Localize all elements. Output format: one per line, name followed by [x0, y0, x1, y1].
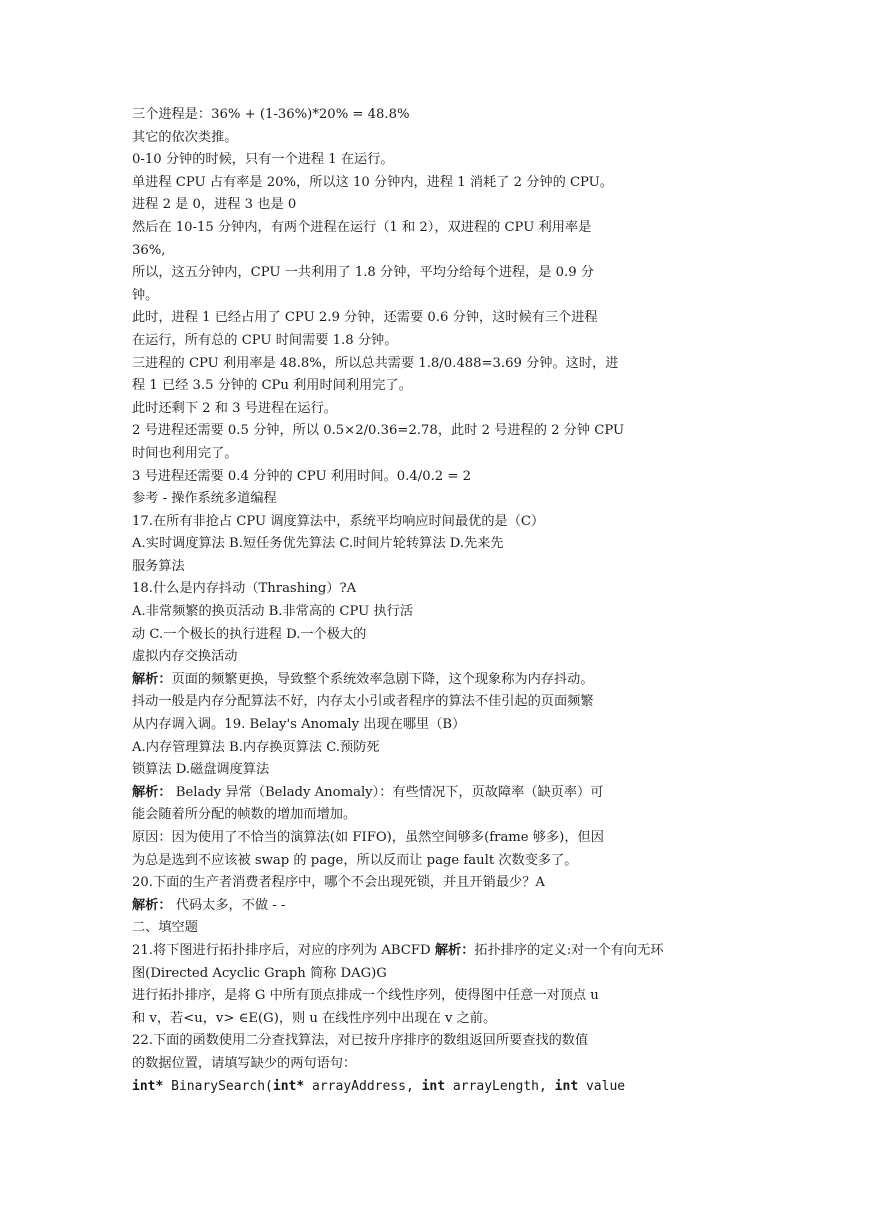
- line-text: A.内存管理算法 B.内存换页算法 C.预防死: [132, 739, 380, 755]
- document-body: [132, 104, 752, 1098]
- text-line: [132, 669, 752, 692]
- line-text: 抖动一般是内存分配算法不好，内存太小引或者程序的算法不佳引起的页面频繁: [132, 694, 594, 710]
- line-text: 的数据位置，请填写缺少的两句语句：: [132, 1055, 357, 1071]
- text-line: [132, 217, 752, 240]
- text-line: [132, 691, 752, 714]
- text-line: [132, 104, 752, 127]
- line-text: 然后在 10-15 分钟内，有两个进程在运行（1 和 2），双进程的 CPU 利用率是: [132, 219, 592, 235]
- text-line: [132, 578, 752, 601]
- text-line: [132, 804, 752, 827]
- line-text: 图(Directed Acyclic Graph 简称 DAG)G: [132, 965, 387, 981]
- text-line: [132, 398, 752, 421]
- line-text: Belady 异常（Belady Anomaly）：有些情况下，页故障率（缺页率）可: [171, 784, 604, 800]
- code-keyword: int*: [272, 1078, 305, 1094]
- text-line: [132, 1053, 752, 1076]
- text-line: [132, 759, 752, 782]
- text-line: [132, 466, 752, 489]
- text-line: [132, 420, 752, 443]
- text-line: [132, 172, 752, 195]
- text-line: [132, 895, 752, 918]
- text-line: [132, 533, 752, 556]
- text-line: [132, 149, 752, 172]
- line-text: 在运行，所有总的 CPU 时间需要 1.8 分钟。: [132, 332, 398, 348]
- line-text: A.实时调度算法 B.短任务优先算法 C.时间片轮转算法 D.先来先: [132, 536, 504, 552]
- text-line: [132, 917, 752, 940]
- line-text: 其它的依次类推。: [132, 129, 238, 145]
- line-text: 程 1 已经 3.5 分钟的 CPu 利用时间利用完了。: [132, 378, 412, 394]
- line-text: 进程 2 是 0，进程 3 也是 0: [132, 197, 297, 213]
- line-text: 参考 - 操作系统多道编程: [132, 491, 277, 507]
- line-text: 动 C.一个极长的执行进程 D.一个极大的: [132, 626, 367, 642]
- code-keyword: int: [554, 1078, 579, 1094]
- text-line: [132, 330, 752, 353]
- text-line: [132, 963, 752, 986]
- line-text: 二、填空题: [132, 920, 198, 936]
- text-line: [132, 827, 752, 850]
- line-text: 钟。: [132, 287, 159, 303]
- line-text: 17.在所有非抢占 CPU 调度算法中，系统平均响应时间最优的是（C）: [132, 513, 545, 529]
- analysis-label: 解析：: [132, 784, 172, 800]
- line-text: 20.下面的生产者消费者程序中，哪个不会出现死锁，并且开销最少？A: [132, 875, 545, 891]
- line-text: 三个进程是：36% + (1-36%)*20% = 48.8%: [132, 107, 410, 122]
- text-line: [132, 307, 752, 330]
- text-line: [132, 624, 752, 647]
- line-text: 和 v，若<u，v> ∈E(G)，则 u 在线性序列中出现在 v 之前。: [132, 1010, 497, 1026]
- code-text: arrayLength,: [445, 1078, 555, 1094]
- text-line: [132, 353, 752, 376]
- text-line: [132, 985, 752, 1008]
- line-text: 36%,: [132, 242, 166, 258]
- line-text: 18.什么是内存抖动（Thrashing）?A: [132, 581, 357, 597]
- text-line: [132, 1008, 752, 1031]
- text-line: [132, 443, 752, 466]
- text-line: [132, 511, 752, 534]
- line-text: 单进程 CPU 占有率是 20%，所以这 10 分钟内，进程 1 消耗了 2 分钟的 CPU。: [132, 174, 613, 190]
- line-text: 所以，这五分钟内，CPU 一共利用了 1.8 分钟，平均分给每个进程，是 0.9 分: [132, 265, 594, 281]
- code-keyword: int*: [132, 1078, 164, 1094]
- code-keyword: int: [421, 1078, 446, 1094]
- text-line: [132, 601, 752, 624]
- line-text: 21.将下图进行拓扑排序后，对应的序列为 ABCFD: [132, 942, 435, 958]
- text-line: [132, 940, 752, 963]
- text-line: [132, 488, 752, 511]
- analysis-label: 解析：: [132, 671, 172, 687]
- text-line: [132, 646, 752, 669]
- text-line: [132, 127, 752, 150]
- line-text: A.非常频繁的换页活动 B.非常高的 CPU 执行活: [132, 604, 414, 620]
- line-text: 进行拓扑排序，是将 G 中所有顶点排成一个线性序列，使得图中任意一对顶点 u: [132, 988, 599, 1004]
- text-line: [132, 850, 752, 873]
- line-text: 此时，进程 1 已经占用了 CPU 2.9 分钟，还需要 0.6 分钟，这时候有三个进程: [132, 310, 598, 326]
- code-text: value: [578, 1078, 626, 1094]
- text-line: [132, 375, 752, 398]
- line-text: 0-10 分钟的时候，只有一个进程 1 在运行。: [132, 152, 394, 168]
- line-text: 能会随着所分配的帧数的增加而增加。: [132, 807, 357, 823]
- line-text: 3 号进程还需要 0.4 分钟的 CPU 利用时间。0.4/0.2 = 2: [132, 468, 472, 484]
- text-line: [132, 556, 752, 579]
- code-line: [132, 1076, 752, 1099]
- text-line: [132, 872, 752, 895]
- line-text: 三进程的 CPU 利用率是 48.8%，所以总共需要 1.8/0.488=3.69 分钟。这时，进: [132, 355, 619, 371]
- line-text: 页面的频繁更换，导致整个系统效率急剧下降，这个现象称为内存抖动。: [171, 671, 594, 687]
- line-text: 2 号进程还需要 0.5 分钟，所以 0.5×2/0.36=2.78，此时 2 号进程的 2 分钟 CPU: [132, 423, 625, 439]
- line-text: 拓扑排序的定义:对一个有向无环: [474, 942, 664, 958]
- text-line: [132, 262, 752, 285]
- line-text: 时间也利用完了。: [132, 445, 238, 461]
- code-text: arrayAddress,: [304, 1078, 422, 1094]
- text-line: [132, 714, 752, 737]
- line-text: 锁算法 D.磁盘调度算法: [132, 762, 270, 778]
- line-text: 虚拟内存交换活动: [132, 649, 238, 665]
- line-text: 代码太多，不做 - -: [171, 897, 286, 913]
- text-line: [132, 782, 752, 805]
- text-line: [132, 1030, 752, 1053]
- line-text: 22.下面的函数使用二分查找算法，对已按升序排序的数组返回所要查找的数值: [132, 1033, 589, 1049]
- text-line: [132, 285, 752, 308]
- text-line: [132, 240, 752, 263]
- analysis-label: 解析：: [434, 942, 475, 958]
- line-text: 从内存调入调。19. Belay's Anomaly 出现在哪里（B）: [132, 717, 466, 733]
- analysis-label: 解析：: [132, 897, 172, 913]
- line-text: 原因：因为使用了不恰当的演算法(如 FIFO)，虽然空间够多(frame 够多)，但因: [132, 830, 604, 845]
- text-line: [132, 737, 752, 760]
- line-text: 服务算法: [132, 558, 185, 574]
- line-text: 此时还剩下 2 和 3 号进程在运行。: [132, 400, 337, 416]
- text-line: [132, 194, 752, 217]
- code-text: BinarySearch(: [163, 1078, 273, 1094]
- line-text: 为总是选到不应该被 swap 的 page，所以反而让 page fault 次数变多了。: [132, 852, 578, 868]
